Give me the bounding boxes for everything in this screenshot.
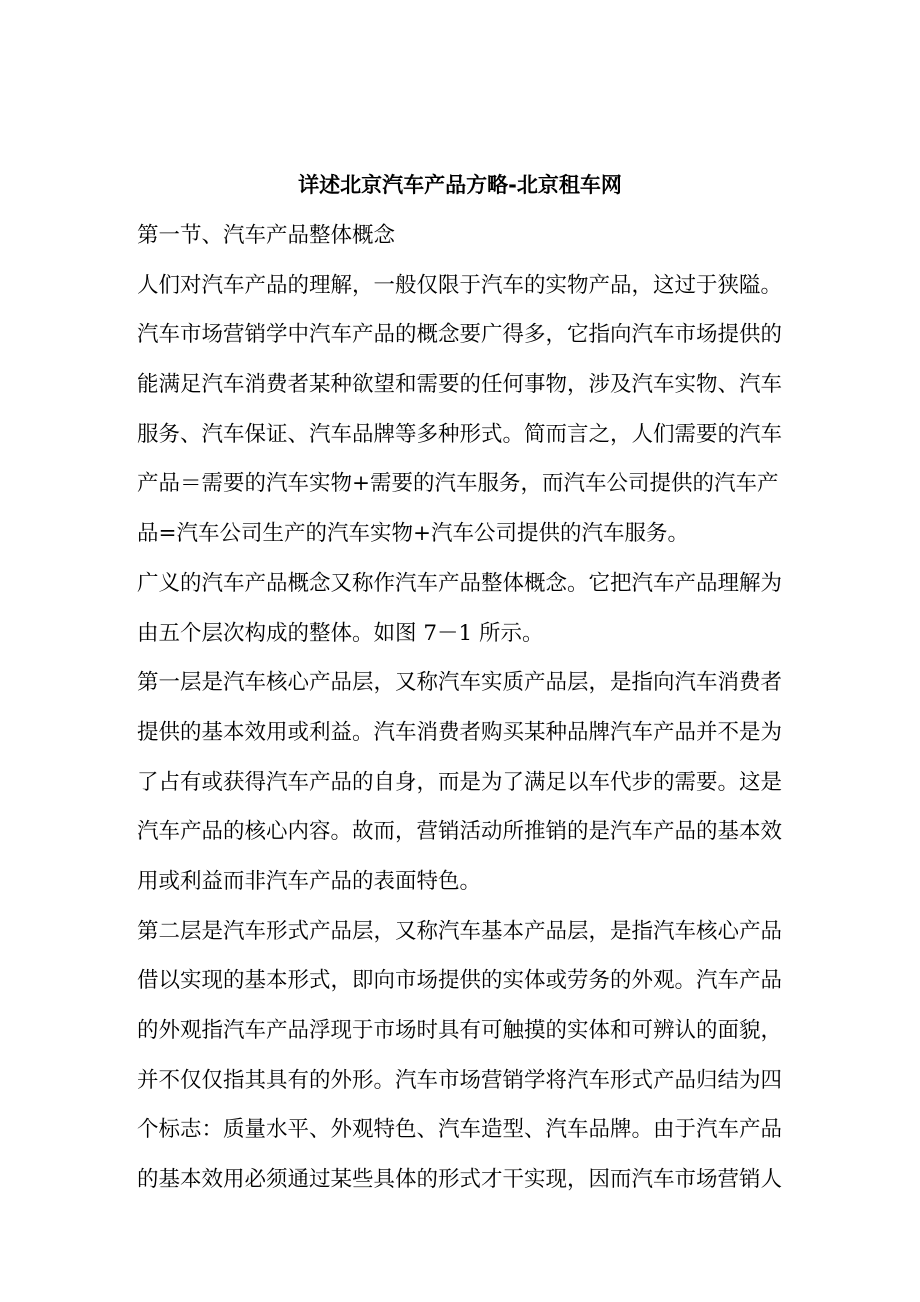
text-line: 由五个层次构成的整体。如图 7－1 所示。 xyxy=(137,620,544,646)
text-line: 第二层是汽车形式产品层，又称汽车基本产品层，是指汽车核心产品 xyxy=(137,918,783,944)
text-line: 并不仅仅指其具有的外形。汽车市场营销学将汽车形式产品归结为四 xyxy=(137,1067,783,1093)
text-line: 提供的基本效用或利益。汽车消费者购买某种品牌汽车产品并不是为 xyxy=(137,719,783,745)
document-body xyxy=(137,211,797,1205)
text-line: 用或利益而非汽车产品的表面特色。 xyxy=(137,868,482,894)
text-line: 产品＝需要的汽车实物+需要的汽车服务，而汽车公司提供的汽车产 xyxy=(137,471,779,497)
text-line: 借以实现的基本形式，即向市场提供的实体或劳务的外观。汽车产品 xyxy=(137,968,783,994)
text-line: 服务、汽车保证、汽车品牌等多种形式。简而言之，人们需要的汽车 xyxy=(137,421,783,447)
text-line: 汽车市场营销学中汽车产品的概念要广得多，它指向汽车市场提供的 xyxy=(137,322,783,348)
text-line: 了占有或获得汽车产品的自身，而是为了满足以车代步的需要。这是 xyxy=(137,769,783,795)
text-line: 第一节、汽车产品整体概念 xyxy=(137,223,396,248)
text-line: 的基本效用必须通过某些具体的形式才干实现，因而汽车市场营销人 xyxy=(137,1167,783,1193)
text-line: 个标志：质量水平、外观特色、汽车造型、汽车品牌。由于汽车产品 xyxy=(137,1117,783,1143)
document-title: 详述北京汽车产品方略-北京租车网 xyxy=(298,173,622,197)
text-line: 汽车产品的核心内容。故而，营销活动所推销的是汽车产品的基本效 xyxy=(137,819,783,845)
text-line: 品=汽车公司生产的汽车实物+汽车公司提供的汽车服务。 xyxy=(137,521,690,547)
text-line: 第一层是汽车核心产品层，又称汽车实质产品层，是指向汽车消费者 xyxy=(137,670,783,696)
text-line: 的外观指汽车产品浮现于市场时具有可触摸的实体和可辨认的面貌， xyxy=(137,1018,783,1043)
text-line: 人们对汽车产品的理解，一般仅限于汽车的实物产品，这过于狭隘。 xyxy=(137,272,783,298)
text-line: 广义的汽车产品概念又称作汽车产品整体概念。它把汽车产品理解为 xyxy=(137,570,783,596)
text-line: 能满足汽车消费者某种欲望和需要的任何事物，涉及汽车实物、汽车 xyxy=(137,372,783,398)
